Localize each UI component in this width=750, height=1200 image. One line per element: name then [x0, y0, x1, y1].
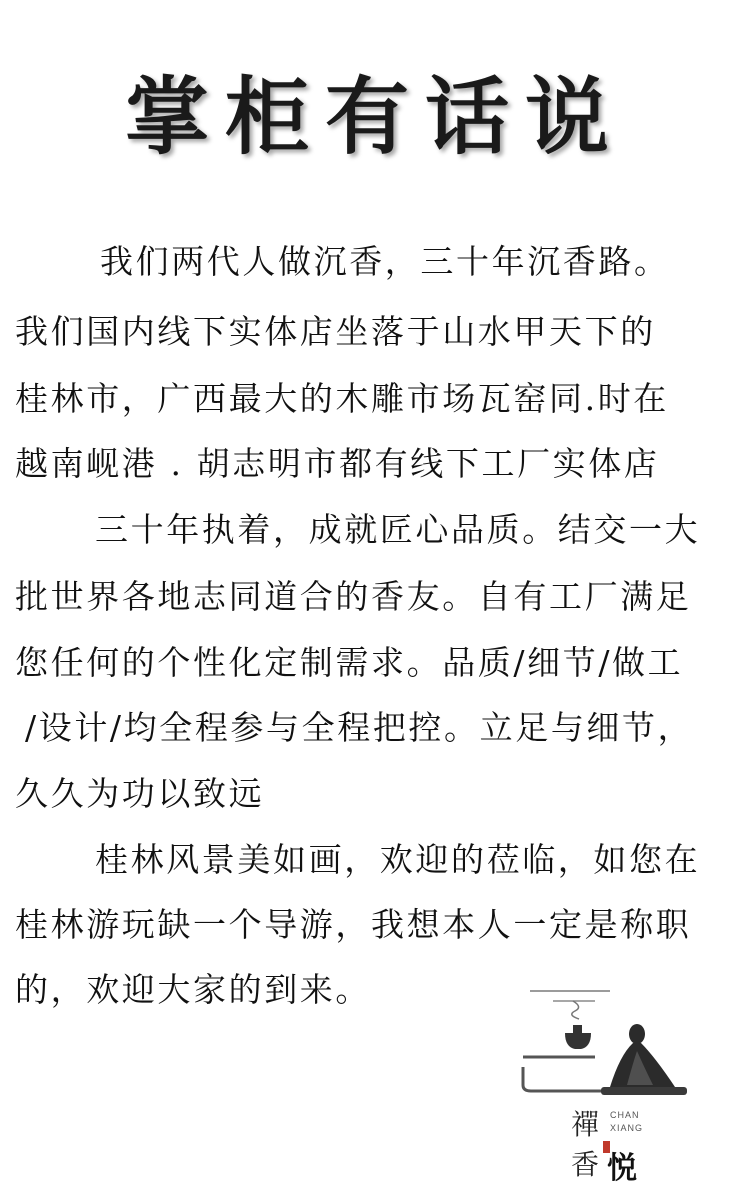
text-line: 桂林市，广西最大的木雕市场瓦窑同.时在	[15, 379, 669, 418]
page-title: 掌柜有话说	[124, 67, 625, 166]
text-line: 您任何的个性化定制需求。品质/细节/做工	[15, 643, 684, 682]
logo-english-xiang: XIANG	[610, 1123, 644, 1133]
logo-char-yue: 悦	[607, 1151, 637, 1186]
text-line: 久久为功以致远	[15, 774, 265, 813]
logo-char-xiang: 香	[571, 1148, 600, 1181]
text-line: 我们国内线下实体店坐落于山水甲天下的	[15, 312, 656, 351]
text-line: 的，欢迎大家的到来。	[15, 970, 371, 1009]
logo-char-chan: 禪	[571, 1108, 600, 1141]
text-line: /设计/均全程参与全程把控。立足与细节，	[25, 708, 694, 747]
text-line: 三十年执着，成就匠心品质。结交一大	[95, 510, 701, 549]
meditating-monk-incense-icon	[515, 985, 715, 1105]
text-line: 桂林风景美如画，欢迎的莅临，如您在	[95, 840, 701, 879]
logo-english-chan: CHAN	[610, 1110, 640, 1120]
text-line: 我们两代人做沉香，三十年沉香路。	[100, 242, 670, 281]
text-line: 桂林游玩缺一个导游，我想本人一定是称职	[15, 905, 692, 944]
text-line: 批世界各地志同道合的香友。自有工厂满足	[15, 577, 692, 616]
text-line: 越南岘港 . 胡志明市都有线下工厂实体店	[15, 444, 660, 483]
brand-logo	[515, 985, 715, 1190]
